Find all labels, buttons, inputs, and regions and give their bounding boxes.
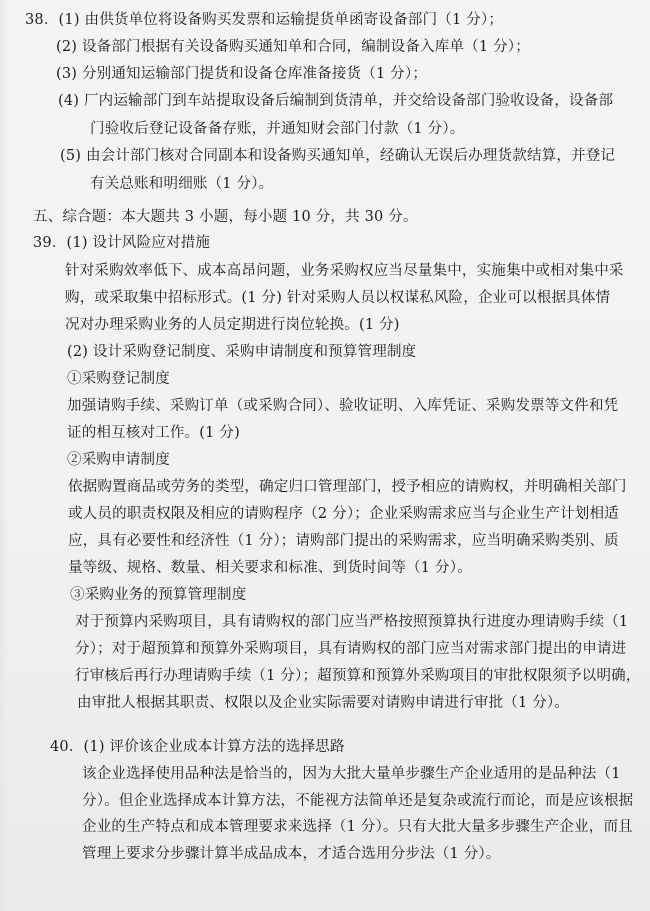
scan-edge-shadow xyxy=(0,0,8,911)
q39-paragraph: 分）；对于超预算和预算外采购项目，具有请购权的部门应当对需求部门提出的申请进 xyxy=(75,641,627,657)
section-5-heading: 五、综合题：本大题共 3 小题，每小题 10 分，共 30 分。 xyxy=(33,209,418,225)
q38-step-5-cont: 有关总账和明细账（1 分）。 xyxy=(90,176,274,192)
q39-paragraph: 加强请购手续、采购订单（或采购合同）、验收证明、入库凭证、采购发票等文件和凭 xyxy=(67,398,619,414)
q39-paragraph: 由审批人根据其职责、权限以及企业实际需要对请购申请进行审批（1 分）。 xyxy=(77,695,570,711)
q39-part-1-title: 39．(1) 设计风险应对措施 xyxy=(33,235,211,251)
q38-step-5: (5) 由会计部门核对合同副本和设备购买通知单，经确认无误后办理货款结算，并登记 xyxy=(60,148,616,164)
q38-step-4: (4) 厂内运输部门到车站提取设备后编制到货清单，并交给设备部门验收设备，设备部 xyxy=(58,93,614,109)
q39-paragraph: 行审核后再行办理请购手续（1 分）；超预算和预算外采购项目的审批权限须予以明确， xyxy=(75,668,641,684)
q40-paragraph: 分）。但企业选择成本计算方法，不能视方法简单还是复杂或流行而论，而是应该根据 xyxy=(82,793,634,809)
q39-paragraph: 依据购置商品或劳务的类型，确定归口管理部门，授予相应的请购权，并明确相关部门 xyxy=(68,479,627,495)
q39-paragraph: 或人员的职责权限及相应的请购程序（2 分）；企业采购需求应当与企业生产计划相适 xyxy=(68,506,619,522)
q39-part-2-title: (2) 设计采购登记制度、采购申请制度和预算管理制度 xyxy=(67,344,417,360)
q39-paragraph: 针对采购效率低下、成本高昂问题，业务采购权应当尽量集中，实施集中或相对集中采 xyxy=(65,263,624,279)
q38-step-1: 38．(1) 由供货单位将设备购买发票和运输提货单函寄设备部门（1 分）； xyxy=(25,12,504,28)
q39-subtitle-budget: ③采购业务的预算管理制度 xyxy=(70,587,247,603)
q39-paragraph: 证的相互核对工作。(1 分) xyxy=(67,425,240,441)
q39-paragraph: 应，具有必要性和经济性（1 分）；请购部门提出的采购需求，应当明确采购类别、质 xyxy=(68,533,619,549)
q38-step-3: (3) 分别通知运输部门提货和设备仓库准备接货（1 分）； xyxy=(56,66,428,82)
q40-paragraph: 企业的生产特点和成本管理要求来选择（1 分）。只有大批大量多步骤生产企业，而且 xyxy=(82,819,633,835)
q40-part-1-title: 40．(1) 评价该企业成本计算方法的选择思路 xyxy=(50,739,345,755)
q39-paragraph: 况对办理采购业务的人员定期进行岗位轮换。(1 分) xyxy=(65,317,400,333)
q38-step-4-cont: 门验收后登记设备备存账，并通知财会部门付款（1 分）。 xyxy=(90,121,465,137)
q39-paragraph: 量等级、规格、数量、相关要求和标准、到货时间等（1 分）。 xyxy=(68,560,472,576)
q39-paragraph: 对于预算内采购项目，具有请购权的部门应当严格按照预算执行进度办理请购手续（1 xyxy=(75,614,629,630)
q39-subtitle-registration: ①采购登记制度 xyxy=(67,371,170,387)
q39-subtitle-application: ②采购申请制度 xyxy=(67,452,170,468)
q39-paragraph: 购，或采取集中招标形式。(1 分) 针对采购人员以权谋私风险，企业可以根据具体情 xyxy=(65,290,611,306)
q40-paragraph: 管理上要求分步骤计算半成品成本，才适合选用分步法（1 分）。 xyxy=(82,846,501,862)
q40-paragraph: 该企业选择使用品种法是恰当的，因为大批大量单步骤生产企业适用的是品种法（1 xyxy=(82,766,621,782)
q38-step-2: (2) 设备部门根据有关设备购买通知单和合同，编制设备入库单（1 分）； xyxy=(56,39,530,55)
